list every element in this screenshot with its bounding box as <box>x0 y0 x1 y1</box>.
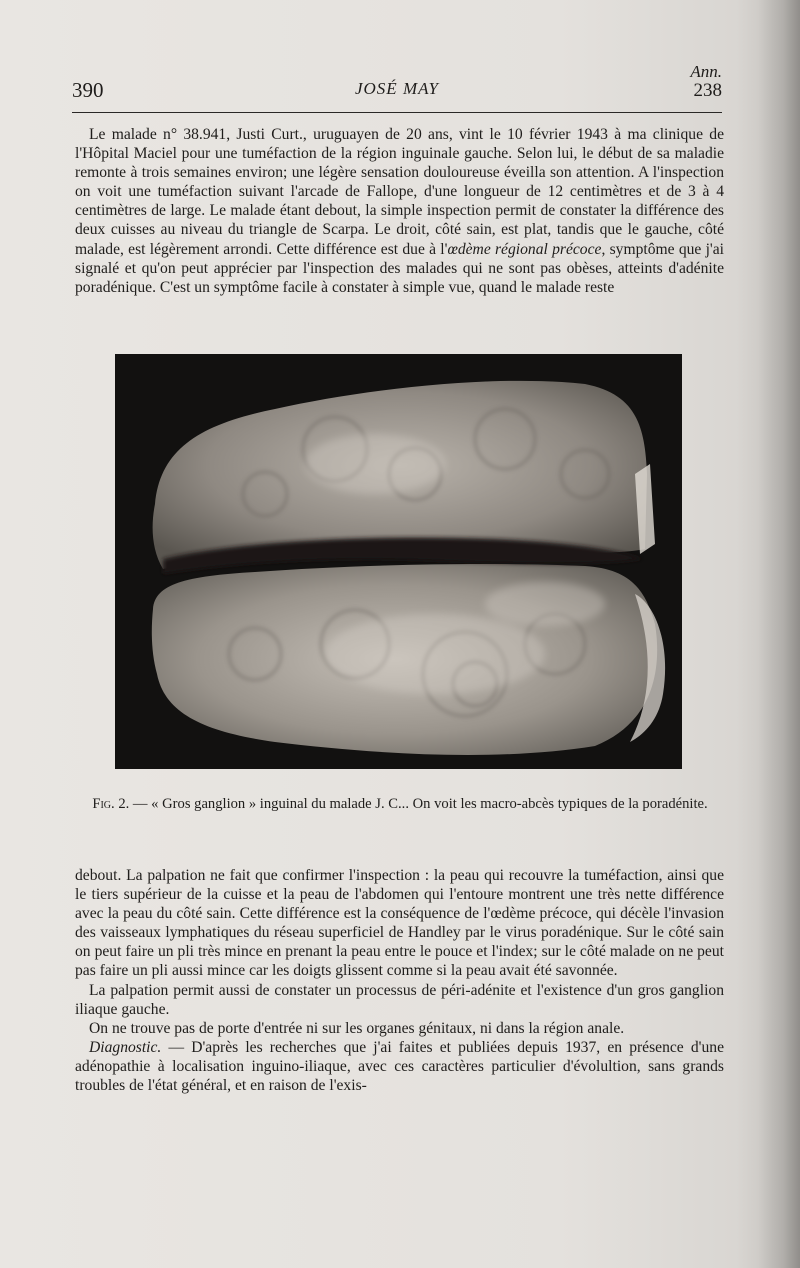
page-edge-shadow <box>758 0 800 1268</box>
body-text-bottom <box>75 866 724 1095</box>
paragraph-peri-adenite: La palpation permit aussi de constater un processus de péri-adénite et l'existence d'un gros ganglion iliaque gauche. <box>75 981 724 1018</box>
paragraph-palpation: debout. La palpation ne fait que confirmer l'inspection : la peau qui recouvre la tuméfaction, ainsi que le tiers supérieur de la cuisse et la peau de l'abdomen qui l'entoure montrent une très nette différence avec la peau du côté sain. Cette différence est la conséquence de l'œdème précoce, qui décèle l'invasion des vaisseaux lymphatiques du réseau superficiel de Handley par le virus poradénique. Sur le côté sain on peut faire un pli très mince en prenant la peau entre le pouce et l'index; sur le côté malade on ne peut pas faire un pli aussi mince car les doigts glissent comme si la peau avait été savonnée. <box>75 867 724 980</box>
ganglion-photo <box>115 354 682 769</box>
figure-caption <box>90 795 710 814</box>
diagnostic-heading: Diagnostic. <box>89 1038 162 1056</box>
paragraph-text-end: , symptôme que j'ai signalé et qu'on peut apprécier par l'inspection des malades qui ne sont pas obèses, atteints d'adénite poradénique. C'est un symptôme facile à constater à simple vue, quand le malade reste <box>75 240 724 296</box>
body-text-top <box>75 125 724 297</box>
page-header <box>72 62 722 112</box>
paragraph-case-description <box>75 125 724 297</box>
header-rule <box>72 112 722 113</box>
journal-abbreviation: Ann. <box>690 62 722 81</box>
paragraph-diagnostic <box>75 1038 724 1095</box>
volume-number: 238 <box>693 80 722 101</box>
paragraph-text: Le malade n° 38.941, Justi Curt., uruguayen de 20 ans, vint le 10 février 1943 à ma clinique de l'Hôpital Maciel pour une tuméfaction de la région inguinale gauche. Selon lui, le début de sa maladie remonte à trois semaines environ; une légère sensation douloureuse éveilla son attention. A l'inspection on voit une tuméfaction suivant l'arcade de Fallope, d'une longueur de 12 centimètres et de 3 à 4 centimètres de large. Le malade étant debout, la simple inspection permit de constater la différence des deux cuisses au niveau du triangle de Scarpa. Le droit, côté sain, est plat, tandis que le gauche, côté malade, est légèrement arrondi. Cette différence est due à l' <box>75 126 724 258</box>
italic-term: œdème régional précoce <box>447 240 602 258</box>
page-number: 390 <box>72 78 104 102</box>
diagnostic-text: — D'après les recherches que j'ai faites et publiées depuis 1937, en présence d'une adénopathie à localisation inguino-iliaque, avec ces caractères particulier d'évolultion, sans grands troubles de l'état général, et en raison de l'exis- <box>75 1038 724 1095</box>
paragraph-porte-entree: On ne trouve pas de porte d'entrée ni sur les organes génitaux, ni dans la région anale. <box>89 1019 625 1037</box>
figure-photograph <box>115 354 682 769</box>
caption-text: — « Gros ganglion » inguinal du malade J. C... On voit les macro-abcès typiques de la poradénite. <box>129 796 708 812</box>
running-title: JOSÉ MAY <box>354 79 440 98</box>
figure-label: Fig. 2. <box>92 796 130 812</box>
